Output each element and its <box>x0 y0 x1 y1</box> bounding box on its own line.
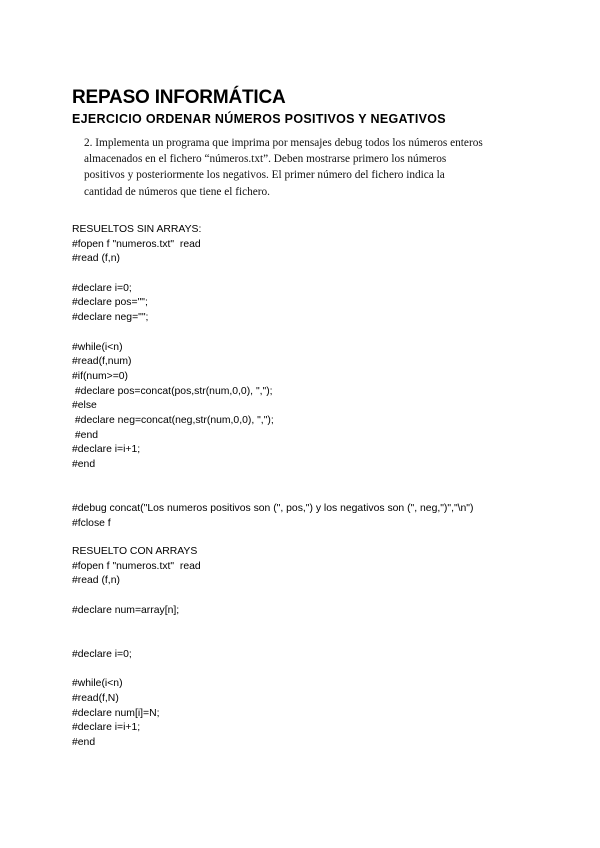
statement-line: cantidad de números que tiene el fichero. <box>84 185 271 198</box>
code-line: #else <box>72 400 97 412</box>
statement-line: 2. Implementa un programa que imprima por mensajes debug todos los números enteros <box>84 137 483 149</box>
page-title: REPASO INFORMÁTICA <box>72 87 286 108</box>
code-line: #declare neg=""; <box>72 312 149 324</box>
code-line: #declare num[i]=N; <box>72 707 160 719</box>
code-line <box>72 267 572 282</box>
code-block-with-arrays <box>72 545 572 751</box>
code-block-without-arrays <box>72 223 572 473</box>
exercise-subtitle: EJERCICIO ORDENAR NÚMEROS POSITIVOS Y NEGATIVOS <box>72 112 446 126</box>
code-line: RESUELTOS SIN ARRAYS: <box>72 224 202 235</box>
code-line: RESUELTO CON ARRAYS <box>72 546 198 557</box>
code-line: #end <box>72 459 96 470</box>
code-line: #debug concat("Los numeros positivos son (", pos,") y los negativos son (", neg,")","\n") <box>72 503 474 514</box>
code-line: #declare i=0; <box>72 648 132 660</box>
code-block-debug-output <box>72 502 572 531</box>
code-line <box>72 326 572 341</box>
code-line: #read (f,n) <box>72 575 120 587</box>
statement-line: almacenados en el fichero “números.txt”. Deben mostrarse primero los números <box>84 153 447 166</box>
code-line: #declare num=array[n]; <box>72 604 180 616</box>
code-line: #read(f,N) <box>72 692 119 704</box>
code-line: #while(i<n) <box>72 678 123 690</box>
code-line <box>72 589 572 604</box>
code-line: #declare i=i+1; <box>72 444 141 456</box>
code-line: #fopen f "numeros.txt" read <box>72 238 201 250</box>
code-line: #end <box>72 429 99 441</box>
exercise-statement <box>84 135 534 200</box>
code-line <box>72 663 572 678</box>
code-line: #fclose f <box>72 517 111 529</box>
code-line: #fopen f "numeros.txt" read <box>72 560 201 572</box>
code-line <box>72 618 572 633</box>
statement-line: positivos y posteriormente los negativos. El primer número del fichero indica la <box>84 169 445 182</box>
code-line: #declare i=0; <box>72 282 132 294</box>
code-line <box>72 633 572 648</box>
code-line: #declare i=i+1; <box>72 722 141 734</box>
code-line: #declare pos=concat(pos,str(num,0,0), ","); <box>72 385 273 397</box>
code-line: #while(i<n) <box>72 341 123 353</box>
code-line: #declare neg=concat(neg,str(num,0,0), ","); <box>72 414 274 426</box>
code-line: #declare pos=""; <box>72 297 148 309</box>
code-line: #read(f,num) <box>72 356 132 368</box>
code-line: #end <box>72 736 96 748</box>
code-line: #if(num>=0) <box>72 370 129 382</box>
code-line: #read (f,n) <box>72 253 120 265</box>
